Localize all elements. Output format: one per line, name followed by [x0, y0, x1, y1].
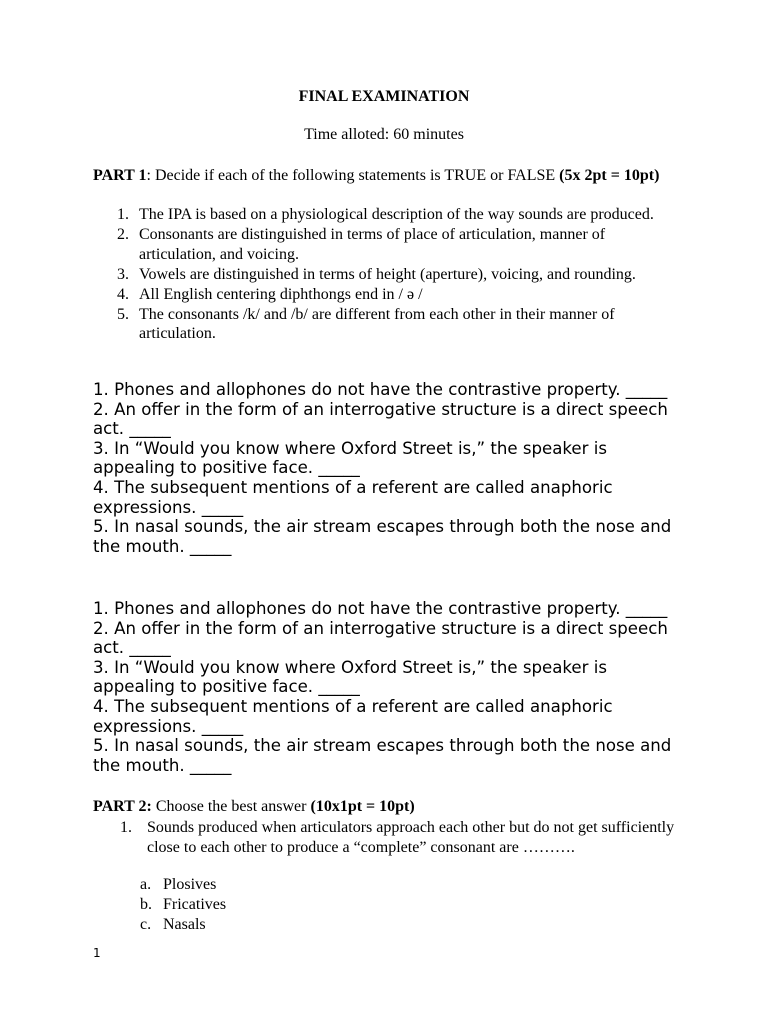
page-number: 1: [93, 946, 101, 960]
statements-block-a: [93, 380, 683, 556]
option-text: Fricatives: [163, 895, 227, 913]
option-c: [140, 915, 226, 935]
part1-heading: [93, 166, 663, 186]
item-text: All English centering diphthongs end in / ə /: [139, 285, 423, 303]
option-text: Nasals: [163, 915, 206, 933]
option-text: Plosives: [163, 876, 217, 893]
part2-points: (10x1pt = 10pt): [310, 798, 415, 815]
statement: 1. Phones and allophones do not have the contrastive property. _____: [93, 380, 668, 399]
statement: 3. In “Would you know where Oxford Street is,” the speaker is appealing to positive face. _____: [93, 657, 607, 697]
option-label: b.: [140, 895, 152, 913]
item-text: The IPA is based on a physiological description of the way sounds are produced.: [139, 206, 654, 223]
option-a: [140, 875, 226, 895]
item-text: The consonants /k/ and /b/ are different from each other in their manner of articulation.: [139, 305, 615, 342]
time-alloted: Time alloted: 60 minutes: [304, 126, 464, 143]
statement: 2. An offer in the form of an interrogative structure is a direct speech act. _____: [93, 618, 668, 658]
statement: 2. An offer in the form of an interrogative structure is a direct speech act. _____: [93, 399, 668, 439]
item-number: 2.: [117, 226, 129, 243]
question-1-options: [140, 875, 226, 934]
option-b: [140, 895, 226, 915]
part2-instruction: Choose the best answer: [151, 798, 311, 815]
item-text: Consonants are distinguished in terms of place of articulation, manner of articulation, and voicing.: [139, 226, 606, 263]
item-text: Vowels are distinguished in terms of height (aperture), voicing, and rounding.: [139, 265, 636, 283]
question-1: [120, 818, 680, 857]
list-item: [117, 285, 677, 305]
question-number: 1.: [120, 819, 132, 836]
exam-title: FINAL EXAMINATION: [298, 88, 470, 105]
item-number: 5.: [117, 305, 129, 323]
statement: 4. The subsequent mentions of a referent are called anaphoric expressions. _____: [93, 477, 613, 517]
item-number: 3.: [117, 265, 129, 283]
list-item: [117, 225, 677, 264]
option-label: a.: [140, 876, 152, 893]
part2-label: PART 2:: [93, 798, 152, 815]
statement: 5. In nasal sounds, the air stream escapes through both the nose and the mouth. _____: [93, 736, 672, 775]
part1-list: [117, 205, 677, 344]
statement: 4. The subsequent mentions of a referent are called anaphoric expressions. _____: [93, 696, 613, 736]
list-item: [117, 205, 677, 225]
part1-label: PART 1: [93, 167, 147, 184]
statement: 3. In “Would you know where Oxford Street is,” the speaker is appealing to positive face. _____: [93, 438, 607, 478]
item-number: 1.: [117, 206, 129, 223]
statement: 1. Phones and allophones do not have the contrastive property. _____: [93, 599, 668, 618]
item-number: 4.: [117, 285, 129, 303]
part2-heading: [93, 797, 693, 817]
question-text: Sounds produced when articulators approach each other but do not get sufficiently close to each other to produce a “complete” consonant are ……….: [147, 819, 675, 856]
list-item: [117, 305, 677, 344]
statements-block-b: [93, 599, 683, 775]
part1-points: (5x 2pt = 10pt): [559, 167, 660, 184]
part1-instruction: : Decide if each of the following statements is TRUE or FALSE: [146, 167, 560, 184]
statement: 5. In nasal sounds, the air stream escapes through both the nose and the mouth. _____: [93, 517, 672, 556]
list-item: [117, 265, 677, 285]
option-label: c.: [140, 915, 152, 933]
